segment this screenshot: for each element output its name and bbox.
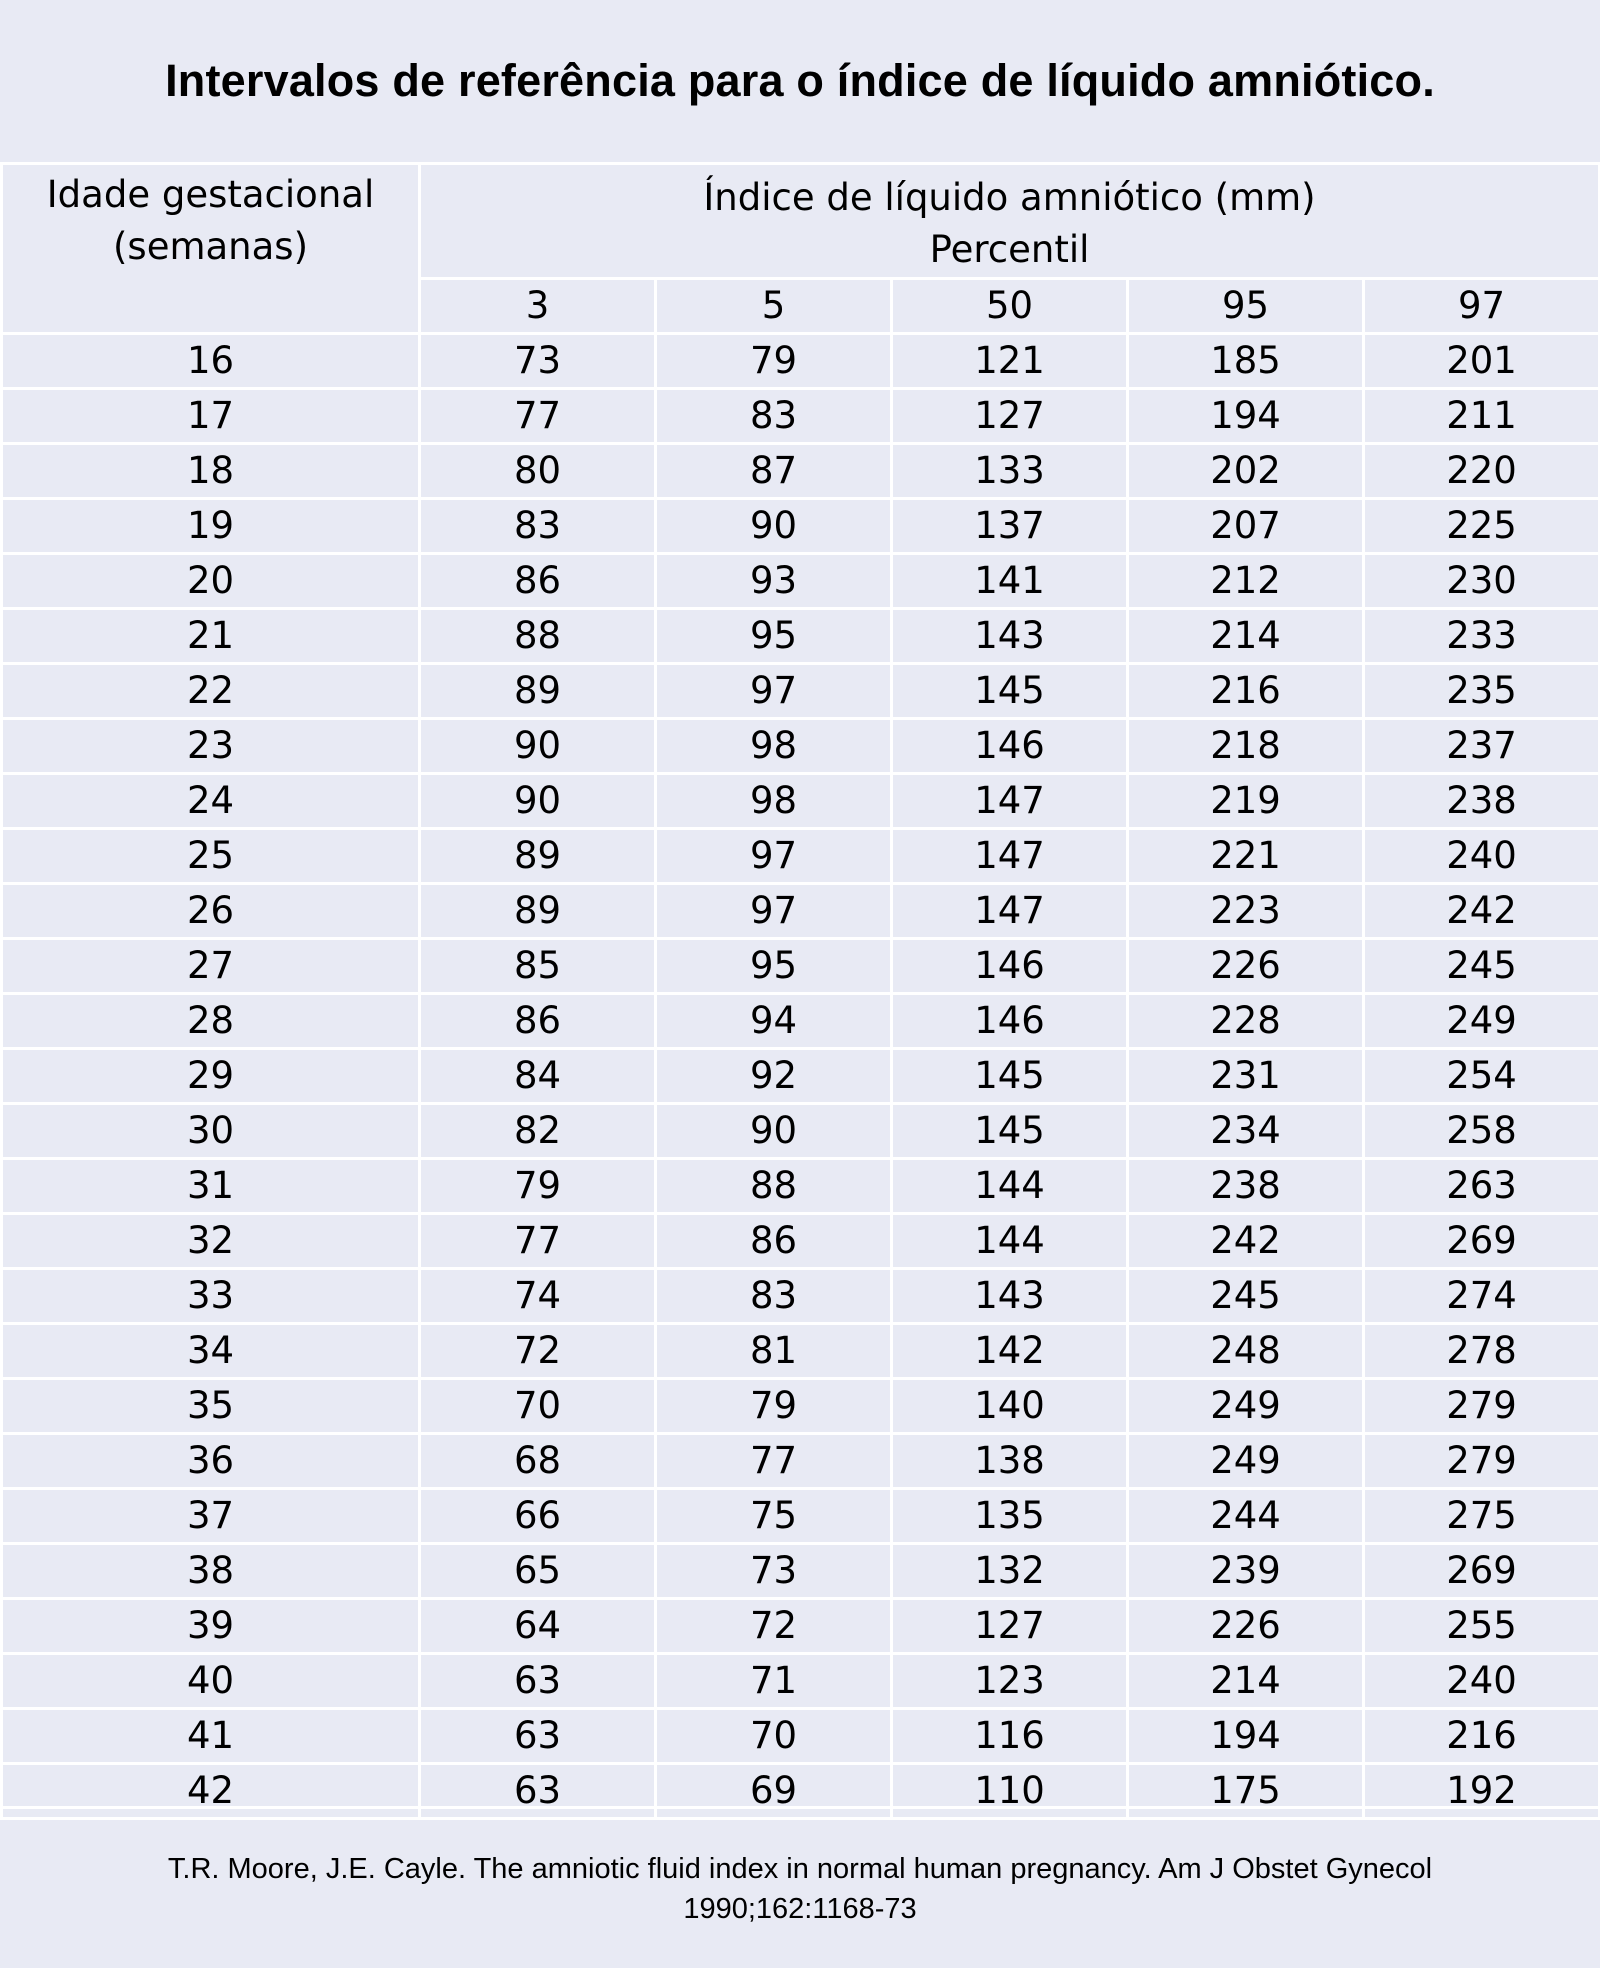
afi-value-cell: 249 <box>1364 994 1600 1049</box>
table-row <box>2 1269 1600 1324</box>
afi-value-cell: 90 <box>656 499 892 554</box>
afi-value-cell: 68 <box>420 1434 656 1489</box>
table-row <box>2 884 1600 939</box>
afi-value-cell: 79 <box>656 334 892 389</box>
afi-value-cell: 146 <box>892 939 1128 994</box>
afi-value-cell: 230 <box>1364 554 1600 609</box>
afi-value-cell: 240 <box>1364 829 1600 884</box>
table-row <box>2 1654 1600 1709</box>
afi-value-cell: 231 <box>1128 1049 1364 1104</box>
afi-value-cell: 145 <box>892 1104 1128 1159</box>
afi-value-cell: 65 <box>420 1544 656 1599</box>
table-row <box>2 1709 1600 1764</box>
afi-group-header-line-2: Percentil <box>929 228 1090 271</box>
afi-value-cell: 248 <box>1128 1324 1364 1379</box>
citation <box>0 1806 1600 1968</box>
afi-value-cell: 212 <box>1128 554 1364 609</box>
afi-value-cell: 242 <box>1128 1214 1364 1269</box>
gestational-age-cell: 34 <box>2 1324 420 1379</box>
table-row <box>2 719 1600 774</box>
afi-value-cell: 202 <box>1128 444 1364 499</box>
afi-value-cell: 116 <box>892 1709 1128 1764</box>
afi-value-cell: 239 <box>1128 1544 1364 1599</box>
afi-value-cell: 269 <box>1364 1214 1600 1269</box>
afi-value-cell: 70 <box>420 1379 656 1434</box>
afi-value-cell: 214 <box>1128 609 1364 664</box>
afi-value-cell: 137 <box>892 499 1128 554</box>
afi-value-cell: 226 <box>1128 1599 1364 1654</box>
afi-value-cell: 73 <box>656 1544 892 1599</box>
afi-value-cell: 98 <box>656 774 892 829</box>
afi-value-cell: 77 <box>420 389 656 444</box>
table-row <box>2 499 1600 554</box>
afi-value-cell: 249 <box>1128 1379 1364 1434</box>
table-row <box>2 1379 1600 1434</box>
table-row <box>2 1104 1600 1159</box>
afi-value-cell: 143 <box>892 609 1128 664</box>
gestational-age-cell: 26 <box>2 884 420 939</box>
afi-value-cell: 275 <box>1364 1489 1600 1544</box>
afi-value-cell: 127 <box>892 1599 1128 1654</box>
gestational-age-cell: 21 <box>2 609 420 664</box>
afi-value-cell: 145 <box>892 664 1128 719</box>
afi-value-cell: 274 <box>1364 1269 1600 1324</box>
afi-value-cell: 242 <box>1364 884 1600 939</box>
afi-value-cell: 74 <box>420 1269 656 1324</box>
citation-line-1: T.R. Moore, J.E. Cayle. The amniotic fluid index in normal human pregnancy. Am J Obstet Gynecol <box>167 1852 1433 1885</box>
afi-value-cell: 93 <box>656 554 892 609</box>
afi-group-header-line-1: Índice de líquido amniótico (mm) <box>703 176 1316 219</box>
afi-group-header <box>420 164 1600 279</box>
gestational-age-cell: 20 <box>2 554 420 609</box>
afi-value-cell: 79 <box>656 1379 892 1434</box>
afi-value-cell: 90 <box>656 1104 892 1159</box>
afi-value-cell: 238 <box>1364 774 1600 829</box>
afi-value-cell: 219 <box>1128 774 1364 829</box>
citation-line-2: 1990;162:1168-73 <box>683 1892 917 1925</box>
afi-value-cell: 66 <box>420 1489 656 1544</box>
afi-value-cell: 234 <box>1128 1104 1364 1159</box>
afi-value-cell: 92 <box>656 1049 892 1104</box>
afi-value-cell: 207 <box>1128 499 1364 554</box>
afi-value-cell: 223 <box>1128 884 1364 939</box>
afi-value-cell: 244 <box>1128 1489 1364 1544</box>
afi-value-cell: 95 <box>656 609 892 664</box>
table-row <box>2 939 1600 994</box>
afi-value-cell: 123 <box>892 1654 1128 1709</box>
afi-value-cell: 83 <box>420 499 656 554</box>
afi-value-cell: 258 <box>1364 1104 1600 1159</box>
afi-value-cell: 79 <box>420 1159 656 1214</box>
gestational-age-cell: 35 <box>2 1379 420 1434</box>
gestational-age-cell: 18 <box>2 444 420 499</box>
gestational-age-cell: 19 <box>2 499 420 554</box>
afi-value-cell: 147 <box>892 884 1128 939</box>
afi-value-cell: 141 <box>892 554 1128 609</box>
table-row <box>2 444 1600 499</box>
gestational-age-cell: 29 <box>2 1049 420 1104</box>
afi-value-cell: 90 <box>420 719 656 774</box>
gestational-age-cell: 23 <box>2 719 420 774</box>
table-row <box>2 1049 1600 1104</box>
afi-value-cell: 110 <box>892 1764 1128 1819</box>
afi-value-cell: 127 <box>892 389 1128 444</box>
afi-value-cell: 88 <box>420 609 656 664</box>
afi-value-cell: 211 <box>1364 389 1600 444</box>
afi-value-cell: 80 <box>420 444 656 499</box>
gestational-age-cell: 40 <box>2 1654 420 1709</box>
afi-value-cell: 138 <box>892 1434 1128 1489</box>
afi-value-cell: 279 <box>1364 1434 1600 1489</box>
table-row <box>2 609 1600 664</box>
afi-value-cell: 216 <box>1128 664 1364 719</box>
afi-value-cell: 94 <box>656 994 892 1049</box>
afi-value-cell: 63 <box>420 1654 656 1709</box>
afi-value-cell: 263 <box>1364 1159 1600 1214</box>
afi-value-cell: 201 <box>1364 334 1600 389</box>
afi-value-cell: 235 <box>1364 664 1600 719</box>
gestational-age-cell: 30 <box>2 1104 420 1159</box>
afi-value-cell: 269 <box>1364 1544 1600 1599</box>
afi-value-cell: 278 <box>1364 1324 1600 1379</box>
table-row <box>2 389 1600 444</box>
afi-value-cell: 133 <box>892 444 1128 499</box>
gestational-age-cell: 37 <box>2 1489 420 1544</box>
afi-value-cell: 218 <box>1128 719 1364 774</box>
afi-value-cell: 228 <box>1128 994 1364 1049</box>
afi-value-cell: 144 <box>892 1214 1128 1269</box>
afi-value-cell: 145 <box>892 1049 1128 1104</box>
afi-value-cell: 147 <box>892 829 1128 884</box>
page-title: Intervalos de referência para o índice de líquido amniótico. <box>165 55 1435 106</box>
afi-value-cell: 238 <box>1128 1159 1364 1214</box>
afi-value-cell: 135 <box>892 1489 1128 1544</box>
percentile-header: 95 <box>1128 279 1364 334</box>
afi-value-cell: 233 <box>1364 609 1600 664</box>
afi-value-cell: 73 <box>420 334 656 389</box>
gestational-age-cell: 25 <box>2 829 420 884</box>
gestational-age-cell: 36 <box>2 1434 420 1489</box>
afi-value-cell: 97 <box>656 884 892 939</box>
gestational-age-cell: 39 <box>2 1599 420 1654</box>
gestational-age-cell: 16 <box>2 334 420 389</box>
afi-value-cell: 237 <box>1364 719 1600 774</box>
afi-value-cell: 226 <box>1128 939 1364 994</box>
afi-value-cell: 147 <box>892 774 1128 829</box>
gestational-age-cell: 33 <box>2 1269 420 1324</box>
afi-value-cell: 75 <box>656 1489 892 1544</box>
table-row <box>2 334 1600 389</box>
gestational-age-cell: 41 <box>2 1709 420 1764</box>
afi-value-cell: 216 <box>1364 1709 1600 1764</box>
afi-value-cell: 192 <box>1364 1764 1600 1819</box>
afi-value-cell: 77 <box>420 1214 656 1269</box>
gestational-age-cell: 17 <box>2 389 420 444</box>
table-row <box>2 1489 1600 1544</box>
afi-value-cell: 194 <box>1128 1709 1364 1764</box>
afi-value-cell: 95 <box>656 939 892 994</box>
gestational-age-header <box>2 164 420 334</box>
afi-value-cell: 254 <box>1364 1049 1600 1104</box>
afi-value-cell: 77 <box>656 1434 892 1489</box>
afi-value-cell: 72 <box>420 1324 656 1379</box>
afi-value-cell: 85 <box>420 939 656 994</box>
gestational-age-cell: 32 <box>2 1214 420 1269</box>
table-row <box>2 1434 1600 1489</box>
afi-value-cell: 69 <box>656 1764 892 1819</box>
gestational-age-header-line-2: (semanas) <box>112 225 309 268</box>
afi-value-cell: 89 <box>420 829 656 884</box>
gestational-age-cell: 27 <box>2 939 420 994</box>
table-row <box>2 664 1600 719</box>
afi-value-cell: 214 <box>1128 1654 1364 1709</box>
table-row <box>2 1159 1600 1214</box>
afi-value-cell: 82 <box>420 1104 656 1159</box>
afi-value-cell: 146 <box>892 719 1128 774</box>
afi-value-cell: 81 <box>656 1324 892 1379</box>
afi-value-cell: 240 <box>1364 1654 1600 1709</box>
afi-value-cell: 89 <box>420 884 656 939</box>
afi-value-cell: 63 <box>420 1764 656 1819</box>
afi-value-cell: 83 <box>656 389 892 444</box>
afi-value-cell: 279 <box>1364 1379 1600 1434</box>
table-row <box>2 994 1600 1049</box>
percentile-header: 97 <box>1364 279 1600 334</box>
afi-value-cell: 146 <box>892 994 1128 1049</box>
gestational-age-cell: 42 <box>2 1764 420 1819</box>
table-row <box>2 1214 1600 1269</box>
afi-value-cell: 71 <box>656 1654 892 1709</box>
table-row <box>2 1599 1600 1654</box>
afi-value-cell: 64 <box>420 1599 656 1654</box>
afi-value-cell: 143 <box>892 1269 1128 1324</box>
percentile-header: 5 <box>656 279 892 334</box>
afi-value-cell: 86 <box>420 554 656 609</box>
afi-value-cell: 249 <box>1128 1434 1364 1489</box>
afi-value-cell: 86 <box>420 994 656 1049</box>
afi-value-cell: 245 <box>1128 1269 1364 1324</box>
table-row <box>2 1324 1600 1379</box>
gestational-age-cell: 22 <box>2 664 420 719</box>
afi-value-cell: 245 <box>1364 939 1600 994</box>
gestational-age-cell: 38 <box>2 1544 420 1599</box>
afi-value-cell: 221 <box>1128 829 1364 884</box>
afi-value-cell: 132 <box>892 1544 1128 1599</box>
table-header-row <box>2 164 1600 279</box>
afi-value-cell: 63 <box>420 1709 656 1764</box>
table-row <box>2 829 1600 884</box>
reference-table <box>0 162 1600 1820</box>
afi-value-cell: 72 <box>656 1599 892 1654</box>
afi-value-cell: 144 <box>892 1159 1128 1214</box>
gestational-age-cell: 24 <box>2 774 420 829</box>
afi-value-cell: 225 <box>1364 499 1600 554</box>
afi-value-cell: 70 <box>656 1709 892 1764</box>
afi-value-cell: 86 <box>656 1214 892 1269</box>
afi-value-cell: 255 <box>1364 1599 1600 1654</box>
afi-value-cell: 98 <box>656 719 892 774</box>
table-row <box>2 554 1600 609</box>
gestational-age-cell: 31 <box>2 1159 420 1214</box>
afi-value-cell: 87 <box>656 444 892 499</box>
afi-value-cell: 185 <box>1128 334 1364 389</box>
afi-value-cell: 97 <box>656 829 892 884</box>
afi-value-cell: 84 <box>420 1049 656 1104</box>
afi-value-cell: 220 <box>1364 444 1600 499</box>
afi-value-cell: 194 <box>1128 389 1364 444</box>
percentile-header: 50 <box>892 279 1128 334</box>
afi-value-cell: 88 <box>656 1159 892 1214</box>
table-row <box>2 774 1600 829</box>
gestational-age-header-line-1: Idade gestacional <box>46 173 375 216</box>
afi-value-cell: 97 <box>656 664 892 719</box>
afi-value-cell: 140 <box>892 1379 1128 1434</box>
afi-value-cell: 142 <box>892 1324 1128 1379</box>
percentile-header: 3 <box>420 279 656 334</box>
afi-value-cell: 89 <box>420 664 656 719</box>
afi-value-cell: 90 <box>420 774 656 829</box>
table-row <box>2 1544 1600 1599</box>
afi-value-cell: 121 <box>892 334 1128 389</box>
afi-value-cell: 175 <box>1128 1764 1364 1819</box>
gestational-age-cell: 28 <box>2 994 420 1049</box>
afi-value-cell: 83 <box>656 1269 892 1324</box>
